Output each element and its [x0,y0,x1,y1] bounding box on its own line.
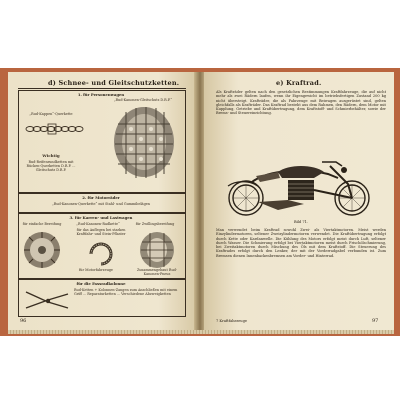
right-page-paragraph-1: Als Krafträder gelten nach den gesetzlichen Bestimmungen Kraftfahrzeuge, die auf nicht mehr als zwei Rädern laufen, wenn ihr Eigengewicht im betriebsfertigen Zustand 200 kg nicht übersteigt. Krafträder, die als Fahrzeuge mit Beiwagen ausgerüstet sind, gelten gleichfalls als Krafträder. Das Kraftrad besteht aus dem Rahmen, den Rädern, dem Motor mit Kupplung, Getriebe und Kraftübertragung, dem Kraftstoff- und Schmierbehälter, sowie der Brems- und Steuereinrichtung. [216,90,386,116]
left-page-heading: d) Schnee- und Gleitschutzketten. [48,79,180,87]
section-3-caption-left: für Motorfahrzeuge [79,268,113,272]
section-3-col-a-sub: „Rud-Kanonen-Radkette“ [76,222,120,226]
left-page [8,72,196,330]
right-page-footer-left: 7 Kraftfahrzeuge [216,319,248,323]
left-page-number: 96 [20,318,27,324]
section-3-col-b-text: für das Auflegen bei starken Kraftfahr- und Stein-Pflaster [76,228,126,237]
section-2-title: 2. für Motorräder [82,195,120,200]
pliers-illustration [24,288,70,312]
section-4-title: für die Fassradkolonne [76,281,126,286]
section-3-caption-right: Zusammengebaut Rud-Kanonen-Pneus [137,268,177,277]
right-page-heading: e) Kraftrad. [276,79,322,87]
section-3-col-a-title: für einfache Bereifung [22,222,62,226]
page-edges [8,330,394,334]
section-3-col-b-title: für Zwillingsbereifung [135,222,175,226]
chain-illustration [24,122,84,136]
section-2-text: „Rud-Kanonen-Querkette“ mit Stahl- und Gummibelägen [52,202,150,206]
section-1-note-title: Wichtig [42,153,60,158]
motorcycle-illustration [218,156,384,218]
chain-ring-illustration [88,242,114,266]
wheel-with-chain-illustration [22,230,62,270]
section-1-title: 1. für Personenwagen [77,92,125,97]
heading-rule [18,88,186,89]
right-page-paragraph-2: Man verwendet beim Kraftrad sowohl Zwei- als Viertaktmotoren. Meist werden Einzylindermotoren, seltener Zweizylindermotoren verwendet. Die Kraftübertragung erfolgt durch Kette oder Kardanwelle. Die Kühlung des Motors erfolgt meist durch Luft, seltener durch Wasser. Die Schmierung erfolgt bei Viertaktmotoren meist durch Frischölschmierung, bei Zweitaktmotoren durch Mischung des Öls mit dem Kraftstoff. Die Steuerung des Kraftrades erfolgt durch den Lenker, der mit der Vorderradgabel verbunden ist. Zum Bremsen dienen Innenbackenbremsen am Vorder- und Hinterrad. [216,228,386,258]
section-1-label-b: „Rud-Kappen“-Querkette [29,112,73,116]
tire-chain-photo [108,104,180,180]
section-4-text: Rud-Ketten + Kolonnen-Zangen zum Anschließen mit einem Griff ... Reparaturketten ... Verschiedene Abzweigketten [74,288,178,297]
section-1-note-text: Rud-Reifenrundketten mit Rücken-Querketten D.R.P. ... Gleitschutz D.R.P. [26,160,76,173]
motorcycle-figure-caption: Bild 71. [293,220,309,224]
section-1-label-a: „Rud-Kanonen-Gleitschutz D.R.P.“ [113,98,173,102]
right-page-number: 97 [372,318,379,324]
section-3-title: 3. für Karren- und Lastwagen [69,215,133,220]
twin-tire-illustration [138,230,176,270]
right-page [204,72,394,330]
book [0,68,400,336]
